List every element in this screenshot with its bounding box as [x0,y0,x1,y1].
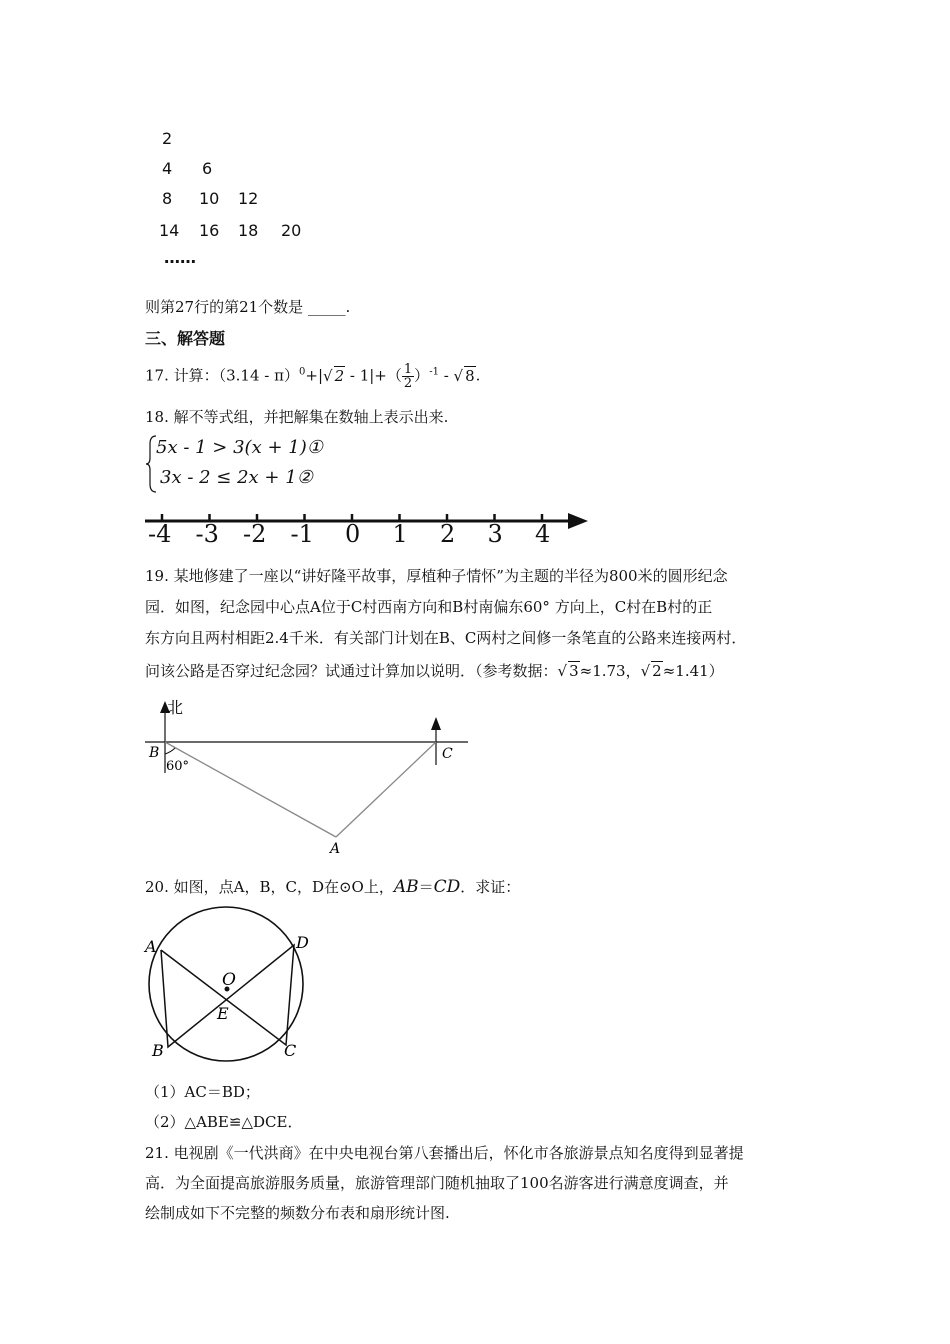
triangle-row3-n1: 8 [162,189,173,208]
q17-part: - [438,366,454,385]
triangle-row4-n2: 16 [199,221,220,240]
arc-cd: CD [433,877,461,897]
north-arrowhead-c [431,717,441,730]
label-e: E [217,1004,229,1023]
sqrt2: √ 2 [323,366,345,385]
q21-line-1: 21. 电视剧《一代洪商》在中央电视台第八套播出后，怀化市各旅游景点知名度得到显著提 [145,1144,744,1162]
q17-part: - 1|+（ [345,366,402,385]
q20-part-1: （1）AC＝BD； [145,1083,260,1101]
angle-arc [165,748,175,754]
number-line-label: -2 [243,520,267,548]
q20-text: 20. 如图，点A，B，C，D在⊙O上， [145,878,394,896]
point-a-label: A [330,841,341,857]
triangle-ellipsis: …… [164,248,196,267]
sqrt8-radicand: 8 [465,366,475,385]
triangle-row3-n2: 10 [199,189,220,208]
q17-part: +| [305,366,323,385]
q20-part-2: （2）△ABE≌△DCE． [145,1113,303,1131]
angle-label: 60° [166,759,190,774]
question-18: 18. 解不等式组，并把解集在数轴上表示出来. [145,408,449,426]
number-line-arrow [568,513,588,529]
label-b: B [152,1041,164,1060]
sqrt3-radicand: 3 [569,662,579,680]
number-line-label: -1 [290,520,314,548]
q17-part: . [475,366,481,385]
sqrt8: √ 8 [453,366,475,385]
q21-line-3: 绘制成如下不完整的频数分布表和扇形统计图. [145,1204,450,1222]
number-line-label: 0 [345,520,361,548]
triangle-row1-n1: 2 [162,129,173,148]
q19-line-4-text: 问该公路是否穿过纪念园？试通过计算加以说明．（参考数据： [145,662,558,680]
label-o: O [222,970,236,990]
number-line-label: -3 [195,520,219,548]
fraction-half [402,363,414,390]
sqrt2-ref-radicand: 2 [652,662,662,680]
fraction-numerator: 1 [403,362,413,377]
q20-text: ．求证： [460,878,521,896]
triangle-row2-n1: 4 [162,159,173,178]
q17-exponent-zero: 0 [299,366,306,378]
label-d: D [296,933,309,952]
q17-exponent-minus-one: -1 [429,366,439,378]
q17-part: ） [414,366,430,385]
segment-ca [336,742,436,837]
label-c: C [284,1041,297,1060]
arc-ab: AB [393,877,419,897]
point-c-label: C [442,746,453,762]
point-b-label: B [149,745,160,761]
triangle-row3-n3: 12 [238,189,259,208]
q20-equals: ＝ [418,878,434,896]
triangle-row4-n1: 14 [159,221,180,240]
q19-line-4-text: ≈1.41） [662,662,724,680]
inequality-1: 5x - 1 > 3(x + 1)① [156,437,323,458]
q19-line-4-text: ≈1.73， [579,662,641,680]
q21-line-2: 高．为全面提高旅游服务质量，旅游管理部门随机抽取了100名游客进行满意度调查，并 [145,1174,729,1192]
sqrt2-radicand: 2 [334,366,345,385]
triangle-row4-n3: 18 [238,221,259,240]
q17-part: （3.14 - π） [218,366,299,385]
sqrt2-ref: √ 2 [640,662,662,680]
number-line-label: 4 [535,520,551,548]
q19-line-2: 园．如图，纪念园中心点A位于C村西南方向和B村南偏东60° 方向上，C村在B村的正 [145,598,713,616]
sqrt3: √ 3 [557,662,579,680]
q19-line-1: 19. 某地修建了一座以“讲好隆平故事，厚植种子情怀”为主题的半径为800米的圆形纪念 [145,567,728,585]
triangle-row4-n4: 20 [281,221,302,240]
segment-ba [165,742,336,837]
q19-line-4 [145,660,724,681]
number-line-label: 1 [392,520,408,548]
question-16-tail: 则第27行的第21个数是 _____. [145,298,351,316]
number-line-label: -4 [148,520,172,548]
inequality-2: 3x - 2 ≤ 2x + 1② [160,467,313,488]
section-3-heading: 三、解答题 [145,329,226,348]
triangle-row2-n2: 6 [202,159,213,178]
q19-line-3: 东方向且两村相距2.4千米．有关部门计划在B、C两村之间修一条笔直的公路来连接两村． [145,629,747,647]
quadrilateral-lines [161,945,294,1047]
question-17 [145,363,480,390]
q20-circle-figure [140,905,320,1065]
label-a: A [145,937,157,956]
question-20 [145,876,520,897]
number-line-label: 2 [440,520,456,548]
q17-label: 17. 计算： [145,366,219,385]
number-line-label: 3 [487,520,503,548]
q19-figure [140,695,480,860]
fraction-denominator: 2 [403,376,413,391]
north-label: 北 [167,698,184,717]
